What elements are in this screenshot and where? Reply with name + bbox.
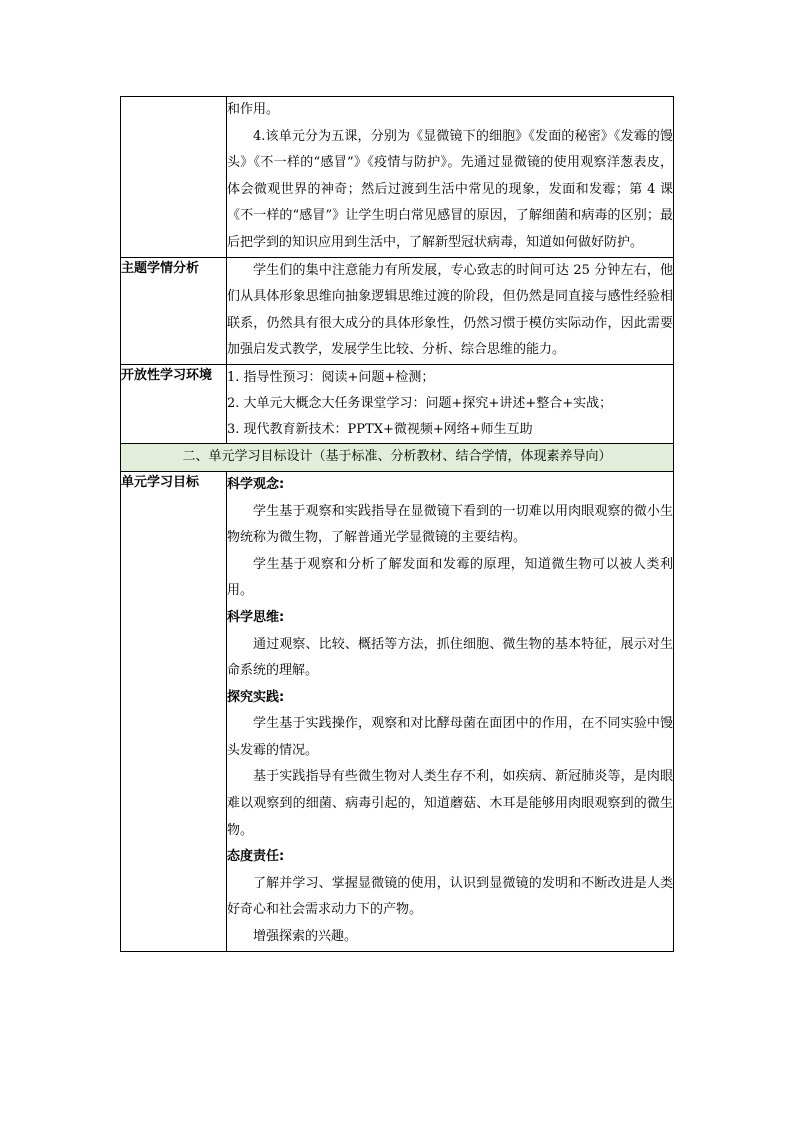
row-label: 单元学习目标 xyxy=(121,471,227,951)
paragraph: 了解并学习、掌握显微镜的使用，认识到显微镜的发明和不断改进是人类好奇心和社会需求动力下的产物。 xyxy=(227,875,673,918)
table-row xyxy=(121,364,674,443)
section-header-row xyxy=(121,443,674,471)
paragraph: 通过观察、比较、概括等方法，抓住细胞、微生物的基本特征，展示对生命系统的理解。 xyxy=(227,636,673,679)
subheading: 探究实践: xyxy=(227,689,285,705)
table-row xyxy=(121,471,674,951)
table-row xyxy=(121,257,674,364)
list-item: 1. 指导性预习：阅读+问题+检测； xyxy=(227,369,435,385)
row-label: 主题学情分析 xyxy=(121,257,227,364)
paragraph: 和作用。 xyxy=(227,102,280,117)
row-label: 开放性学习环境 xyxy=(121,364,227,443)
unit-description-cell xyxy=(227,97,674,258)
analysis-cell xyxy=(227,257,674,364)
empty-label-cell xyxy=(121,97,227,258)
subheading: 科学思维: xyxy=(227,609,285,625)
paragraph: 4.该单元分为五课，分别为《显微镜下的细胞》《发面的秘密》《发霉的馒头》《不一样的“感冒”》《疫情与防护》。先通过显微镜的使用观察洋葱表皮，体会微观世界的神奇；然后过渡到生活中常见的现象，发面和发霉；第 4 课《不一样的“感冒”》让学生明白常见感冒的原因，了解细菌和病毒的区别；最后把学到的知识应用到生活中，了解新型冠状病毒，知道如何做好防护。 xyxy=(227,128,673,250)
paragraph: 基于实践指导有些微生物对人类生存不利，如疾病、新冠肺炎等，是肉眼难以观察到的细菌、病毒引起的，知道蘑菇、木耳是能够用肉眼观察到的微生物。 xyxy=(227,769,673,838)
paragraph: 学生基于观察和实践指导在显微镜下看到的一切难以用肉眼观察的微小生物统称为微生物，了解普通光学显微镜的主要结构。 xyxy=(227,503,673,546)
paragraph: 学生基于观察和分析了解发面和发霉的原理，知道微生物可以被人类利用。 xyxy=(227,556,673,599)
lesson-plan-table xyxy=(120,96,674,952)
goals-cell xyxy=(227,471,674,951)
paragraph: 增强探索的兴趣。 xyxy=(253,929,358,945)
list-item: 2. 大单元大概念大任务课堂学习：问题+探究+讲述+整合+实战； xyxy=(227,395,613,411)
list-item: 3. 现代教育新技术：PPTX+微视频+网络+师生互助 xyxy=(227,421,533,437)
subheading: 态度责任: xyxy=(227,849,285,865)
table-row xyxy=(121,97,674,258)
paragraph: 学生们的集中注意能力有所发展，专心致志的时间可达 25 分钟左右，他们从具体形象思维向抽象逻辑思维过渡的阶段，但仍然是同直接与感性经验相联系，仍然具有很大成分的具体形象性，仍然习惯于模仿实际动作，因此需要加强启发式教学，发展学生比较、分析、综合思维的能力。 xyxy=(227,262,673,358)
section-header: 二、单元学习目标设计（基于标准、分析教材、结合学情，体现素养导向） xyxy=(121,443,674,471)
environment-cell xyxy=(227,364,674,443)
subheading: 科学观念: xyxy=(227,476,285,492)
paragraph: 学生基于实践操作，观察和对比酵母菌在面团中的作用，在不同实验中馒头发霉的情况。 xyxy=(227,716,673,758)
